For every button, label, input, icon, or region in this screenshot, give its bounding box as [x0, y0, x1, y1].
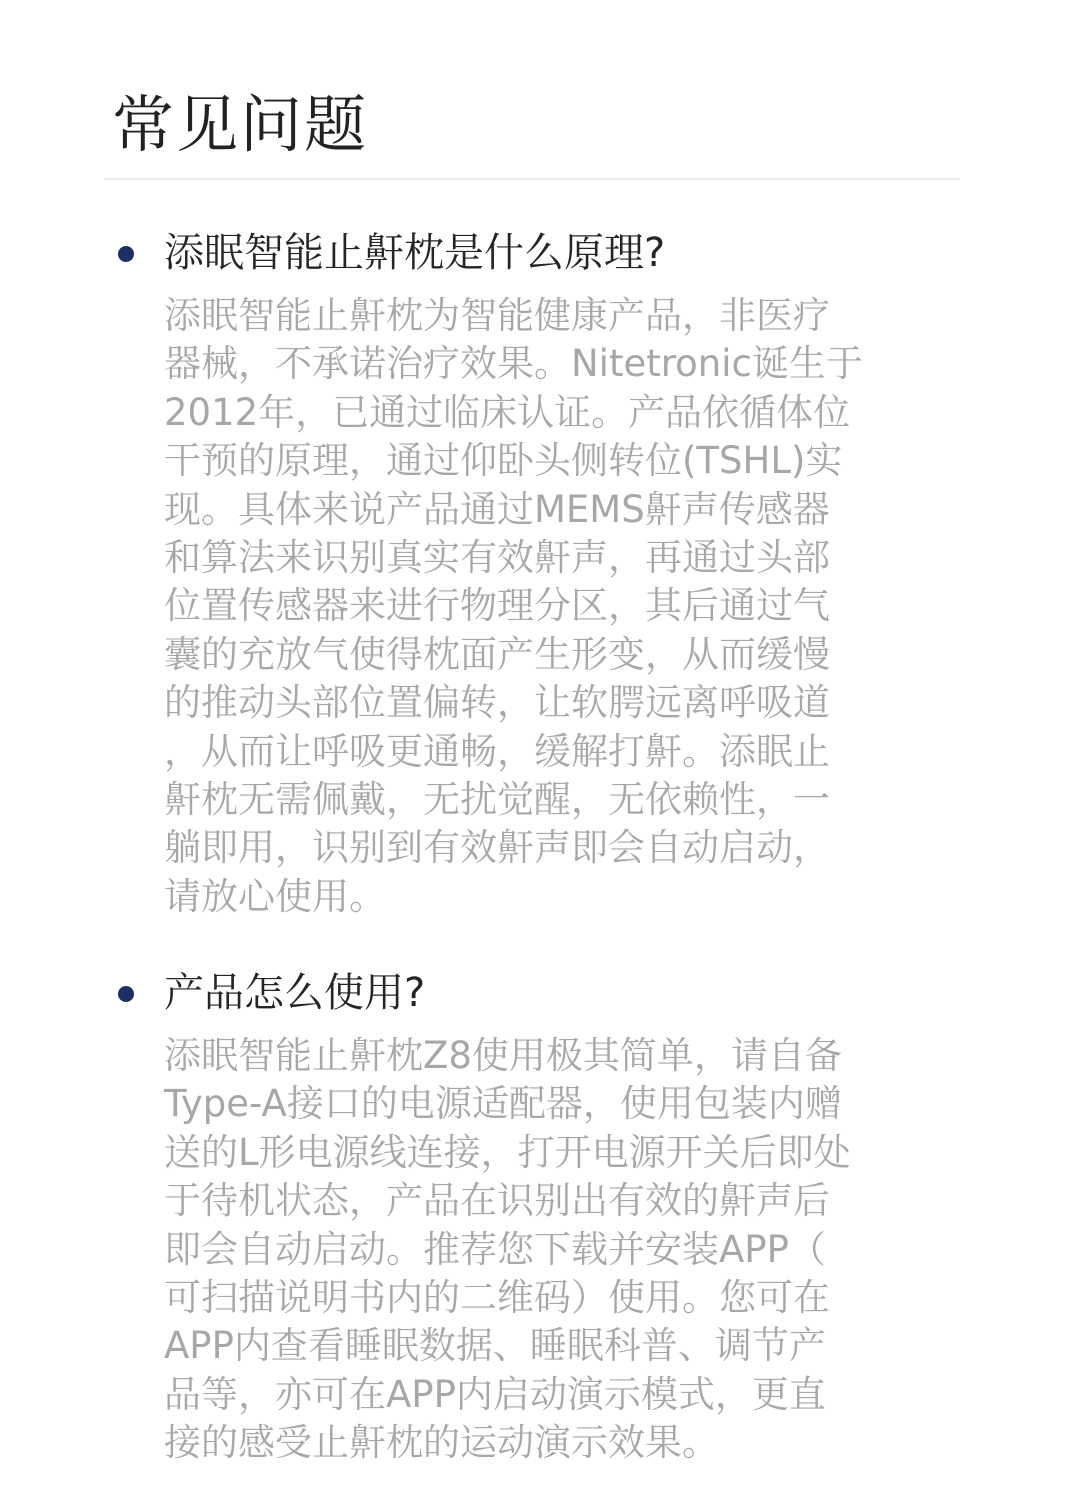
answer-line: 2012年，已通过临床认证。产品依循体位: [164, 390, 851, 434]
answer-line: 接的感受止鼾枕的运动演示效果。: [164, 1421, 719, 1465]
answer-line: 可扫描说明书内的二维码）使用。您可在: [164, 1276, 830, 1320]
bullet-dot-icon: [118, 246, 134, 262]
answer-line: 躺即用，识别到有效鼾声即会自动启动，: [164, 826, 830, 870]
faq-answer: [164, 292, 924, 921]
answer-line: Type-A接口的电源适配器，使用包装内赠: [164, 1082, 842, 1126]
answer-line: 现。具体来说产品通过MEMS鼾声传感器: [164, 487, 830, 531]
answer-line: 的推动头部位置偏转，让软腭远离呼吸道: [164, 681, 830, 725]
faq-question: 产品怎么使用?: [164, 970, 426, 1016]
answer-line: 鼾枕无需佩戴，无扰觉醒，无依赖性，一: [164, 778, 830, 822]
answer-line: 送的L形电源线连接，打开电源开关后即处: [164, 1130, 851, 1174]
answer-line: 于待机状态，产品在识别出有效的鼾声后: [164, 1179, 830, 1223]
bullet-dot-icon: [118, 986, 134, 1002]
answer-line: 品等，亦可在APP内启动演示模式，更直: [164, 1372, 826, 1416]
answer-line: 请放心使用。: [164, 874, 386, 918]
answer-line: 囊的充放气使得枕面产生形变，从而缓慢: [164, 632, 830, 676]
page-title: 常见问题: [112, 88, 369, 161]
title-divider: [104, 178, 960, 180]
faq-answer: [164, 1032, 924, 1468]
answer-line: 添眠智能止鼾枕Z8使用极其简单，请自备: [164, 1034, 842, 1077]
faq-question: 添眠智能止鼾枕是什么原理?: [164, 230, 666, 276]
answer-line: 器械，不承诺治疗效果。Nitetronic诞生于: [164, 342, 863, 386]
answer-line: 即会自动启动。推荐您下载并安装APP（: [164, 1227, 826, 1271]
answer-line: 和算法来识别真实有效鼾声，再通过头部: [164, 536, 830, 580]
answer-line: 干预的原理，通过仰卧头侧转位(TSHL)实: [164, 439, 843, 483]
answer-line: 位置传感器来进行物理分区，其后通过气: [164, 584, 830, 628]
answer-line: ，从而让呼吸更通畅，缓解打鼾。添眠止: [164, 729, 830, 773]
answer-line: APP内查看睡眠数据、睡眠科普、调节产: [164, 1324, 826, 1368]
answer-line: 添眠智能止鼾枕为智能健康产品，非医疗: [164, 294, 830, 337]
